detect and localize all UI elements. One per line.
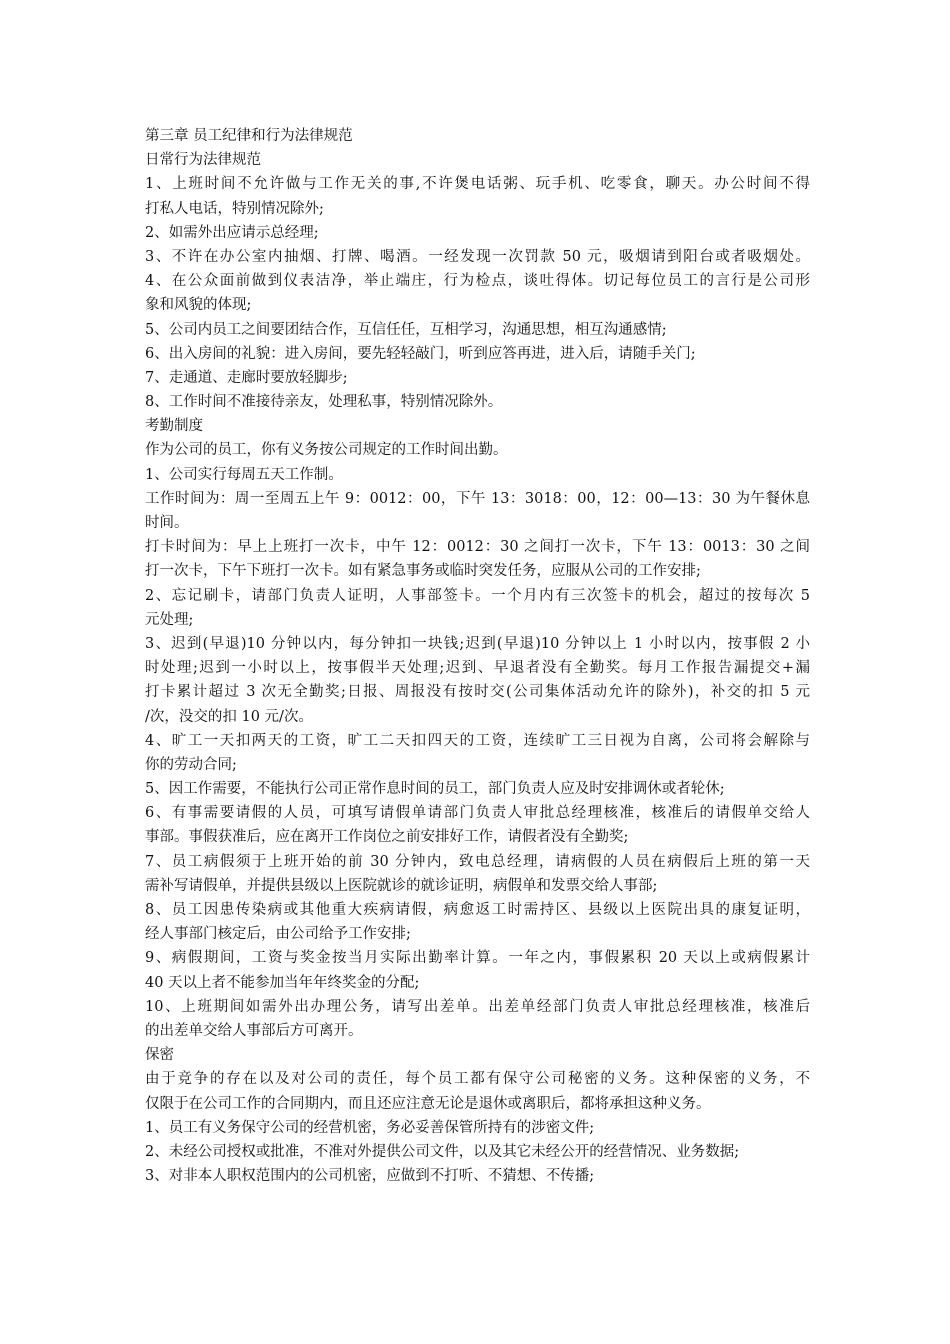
text-line: 第三章 员工纪律和行为法律规范 bbox=[145, 128, 353, 144]
document-body bbox=[145, 124, 810, 1188]
text-line: 作为公司的员工，你有义务按公司规定的工作时间出勤。 bbox=[145, 442, 508, 459]
text-line: 6、出入房间的礼貌：进入房间，要先轻轻敲门，听到应答再进，进入后，请随手关门; bbox=[145, 345, 696, 362]
text-line: 2、忘记刷卡，请部门负责人证明，人事部签卡。一个月内有三次签卡的机会，超过的按每次 5 bbox=[145, 587, 810, 604]
text-line: 的出差单交给人事部后方可离开。 bbox=[145, 1022, 363, 1039]
text-line: 8、工作时间不准接待亲友，处理私事，特别情况除外。 bbox=[145, 394, 503, 411]
text-line: 象和风貌的体现; bbox=[145, 297, 252, 314]
text-line: 经人事部门核定后，由公司给予工作安排; bbox=[145, 926, 411, 943]
text-line: 3、对非本人职权范围内的公司机密，应做到不打听、不猜想、不传播; bbox=[145, 1168, 595, 1185]
text-line: /次，没交的扣 10 元/次。 bbox=[145, 708, 313, 725]
text-line: 1、上班时间不允许做与工作无关的事,不许煲电话粥、玩手机、吃零食，聊天。办公时间不得 bbox=[145, 176, 810, 193]
text-line: 由于竞争的存在以及对公司的责任，每个员工都有保守公司秘密的义务。这种保密的义务，不 bbox=[145, 1071, 810, 1088]
text-line: 打私人电话，特别情况除外; bbox=[145, 200, 324, 217]
text-line: 时处理;迟到一小时以上，按事假半天处理;迟到、早退者没有全勤奖。每月工作报告漏提交+漏 bbox=[145, 660, 810, 677]
text-line: 8、员工因患传染病或其他重大疾病请假，病愈返工时需持区、县级以上医院出具的康复证明， bbox=[145, 902, 810, 918]
text-line: 1、公司实行每周五天工作制。 bbox=[145, 466, 343, 483]
text-line: 3、不许在办公室内抽烟、打牌、喝酒。一经发现一次罚款 50 元，吸烟请到阳台或者吸烟处。 bbox=[145, 248, 810, 265]
text-line: 7、员工病假须于上班开始的前 30 分钟内，致电总经理，请病假的人员在病假后上班的第一天 bbox=[145, 853, 810, 870]
text-line: 7、走通道、走廊时要放轻脚步; bbox=[145, 369, 348, 386]
text-line: 事部。事假获准后，应在离开工作岗位之前安排好工作，请假者没有全勤奖; bbox=[145, 829, 629, 846]
text-line: 4、在公众面前做到仪表洁净，举止端庄，行为检点，谈吐得体。切记每位员工的言行是公司形 bbox=[145, 273, 810, 290]
text-line: 4、旷工一天扣两天的工资，旷工二天扣四天的工资，连续旷工三日视为自离，公司将会解除与 bbox=[145, 732, 810, 749]
text-line: 打一次卡，下午下班打一次卡。如有紧急事务或临时突发任务，应服从公司的工作安排; bbox=[145, 563, 701, 580]
text-line: 你的劳动合同; bbox=[145, 756, 237, 773]
text-line: 打卡累计超过 3 次无全勤奖;日报、周报没有按时交(公司集体活动允许的除外)，补交的扣 5 元 bbox=[145, 684, 810, 701]
text-line: 仅限于在公司工作的合同期内，而且还应注意无论是退休或离职后，都将承担这种义务。 bbox=[145, 1095, 711, 1112]
text-line: 工作时间为：周一至周五上午 9：0012：00，下午 13：3018：00，12：00—13：30 为午餐休息 bbox=[145, 490, 810, 507]
text-line: 2、如需外出应请示总经理; bbox=[145, 224, 319, 241]
text-line: 打卡时间为：早上上班打一次卡，中午 12：0012：30 之间打一次卡，下午 13：0013：30 之间 bbox=[145, 539, 810, 556]
text-line: 10、上班期间如需外出办理公务，请写出差单。出差单经部门负责人审批总经理核准，核准后 bbox=[145, 998, 810, 1015]
text-line: 3、迟到(早退)10 分钟以内，每分钟扣一块钱;迟到(早退)10 分钟以上 1 小时以内，按事假 2 小 bbox=[145, 635, 810, 652]
text-line: 40 天以上者不能参加当年年终奖金的分配; bbox=[145, 974, 420, 991]
text-line: 1、员工有义务保守公司的经营机密，务必妥善保管所持有的涉密文件; bbox=[145, 1119, 595, 1136]
text-line: 日常行为法律规范 bbox=[145, 152, 261, 169]
text-line: 时间。 bbox=[145, 515, 189, 531]
text-line: 需补写请假单，并提供县级以上医院就诊的就诊证明，病假单和发票交给人事部; bbox=[145, 877, 658, 894]
text-line: 元处理; bbox=[145, 611, 194, 628]
text-line: 考勤制度 bbox=[145, 418, 203, 435]
text-line: 9、病假期间，工资与奖金按当月实际出勤率计算。一年之内，事假累积 20 天以上或病假累计 bbox=[145, 950, 810, 967]
text-line: 6、有事需要请假的人员，可填写请假单请部门负责人审批总经理核准，核准后的请假单交给人 bbox=[145, 805, 810, 822]
text-line: 5、因工作需要，不能执行公司正常作息时间的员工，部门负责人应及时安排调休或者轮休; bbox=[145, 781, 725, 798]
text-line: 保密 bbox=[145, 1047, 174, 1064]
text-line: 2、未经公司授权或批准，不准对外提供公司文件，以及其它未经公开的经营情况、业务数据; bbox=[145, 1143, 740, 1160]
text-line: 5、公司内员工之间要团结合作，互信任任，互相学习，沟通思想，相互沟通感情; bbox=[145, 321, 667, 338]
